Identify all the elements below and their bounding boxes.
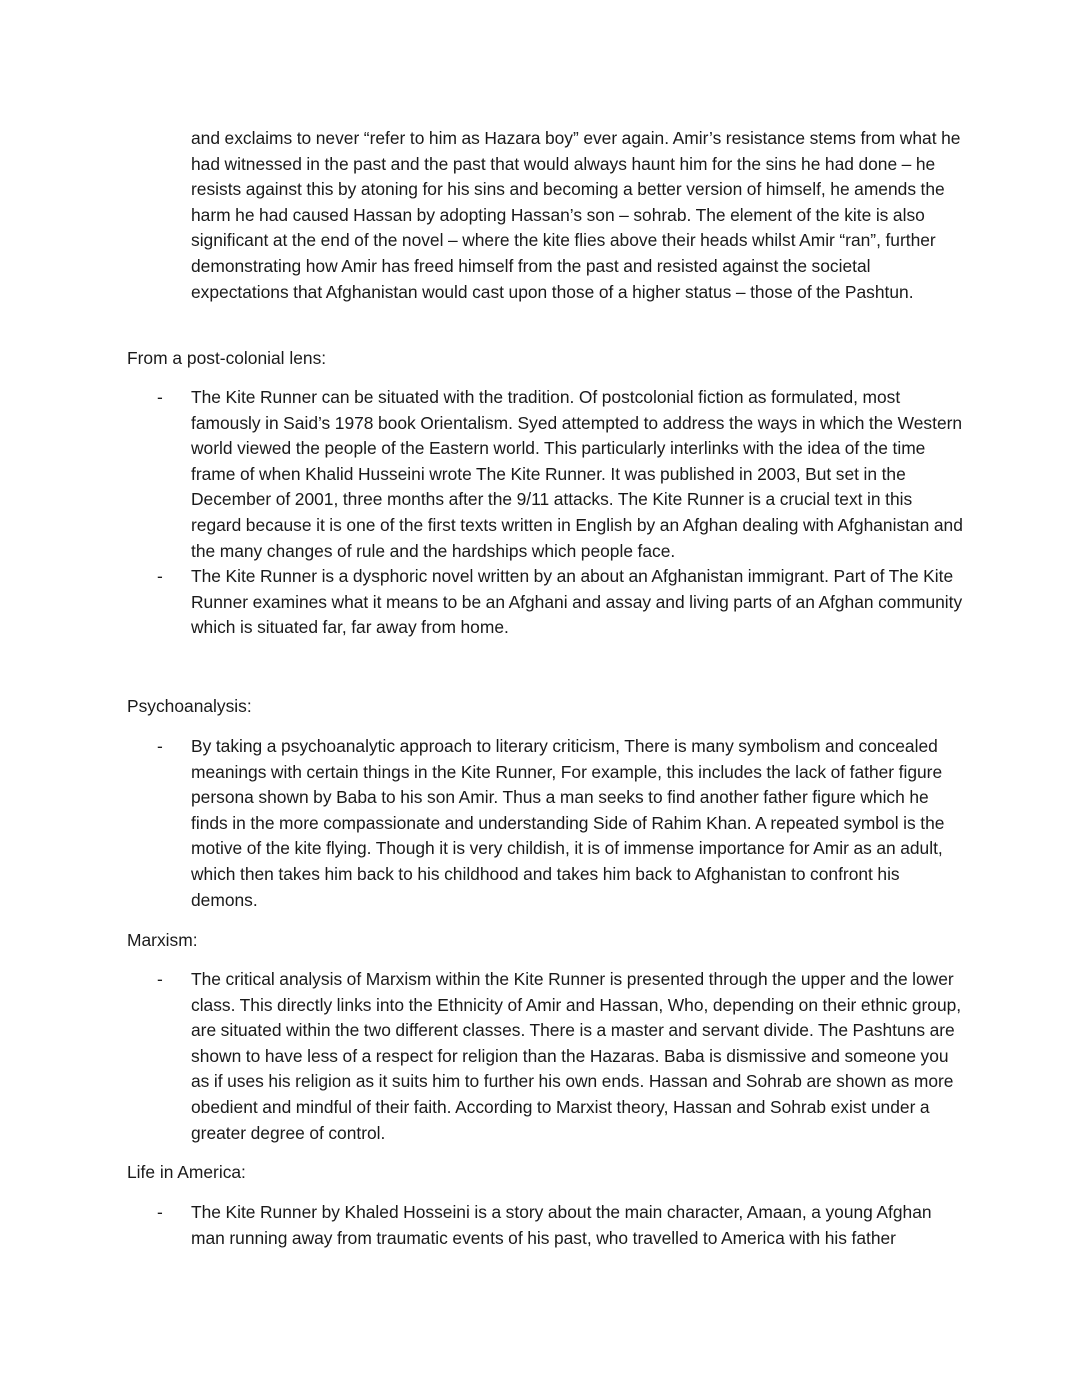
post-colonial-paragraph-2: The Kite Runner is a dysphoric novel written by an about an Afghanistan immigrant. Part of The Kite Runner examines what it means to be an Afghani and assay and living parts of an Afghan community which is situated far, far away from home. (191, 566, 963, 638)
bullet-marker: - (157, 969, 163, 989)
heading-psychoanalysis: Psychoanalysis: (127, 696, 252, 716)
heading-marxism: Marxism: (127, 930, 198, 950)
psychoanalysis-paragraph: By taking a psychoanalytic approach to literary criticism, There is many symbolism and concealed meanings with certain things in the Kite Runner, For example, this includes the lack of father figure persona shown by Baba to his son Amir. Thus a man seeks to find another father figure which he finds in the more compassionate and understanding Side of Rahim Khan. A repeated symbol is the motive of the kite flying. Though it is very childish, it is of immense importance for Amir as an adult, which then takes him back to his childhood and takes him back to Afghanistan to confront his demons. (191, 736, 945, 910)
bullet-marker: - (157, 1202, 163, 1222)
continuation-paragraph: and exclaims to never “refer to him as Hazara boy” ever again. Amir’s resistance stems from what he had witnessed in the past and the past that would always haunt him for the sins he had done – he resists against this by atoning for his sins and becoming a better version of himself, he amends the harm he had caused Hassan by adopting Hassan’s son – sohrab. The element of the kite is also significant at the end of the novel – where the kite flies above their heads whilst Amir “ran”, further demonstrating how Amir has freed himself from the past and resisted against the societal expectations that Afghanistan would cast upon those of a higher status – those of the Pashtun. (191, 128, 961, 302)
heading-life-in-america: Life in America: (127, 1162, 246, 1182)
life-in-america-paragraph: The Kite Runner by Khaled Hosseini is a story about the main character, Amaan, a young Afghan man running away from traumatic events of his past, who travelled to America with his father (191, 1202, 932, 1248)
marxism-paragraph: The critical analysis of Marxism within the Kite Runner is presented through the upper and the lower class. This directly links into the Ethnicity of Amir and Hassan, Who, depending on their ethnic group, are situated within the two different classes. There is a master and servant divide. The Pashtuns are shown to have less of a respect for religion than the Hazaras. Baba is dismissive and someone you as if uses his religion as it suits him to further his own ends. Hassan and Sohrab are shown as more obedient and mindful of their faith. According to Marxist theory, Hassan and Sohrab exist under a greater degree of control. (191, 969, 962, 1143)
bullet-marker: - (157, 566, 163, 586)
post-colonial-paragraph-1: The Kite Runner can be situated with the tradition. Of postcolonial fiction as formulated, most famously in Said’s 1978 book Orientalism. Syed attempted to address the ways in which the Western world viewed the people of the Eastern world. This particularly interlinks with the idea of the time frame of when Khalid Husseini wrote The Kite Runner. It was published in 2003, But set in the December of 2001, three months after the 9/11 attacks. The Kite Runner is a crucial text in this regard because it is one of the first texts written in English by an Afghan dealing with Afghanistan and the many changes of rule and the hardships which people face. (191, 387, 963, 561)
bullet-marker: - (157, 387, 163, 407)
heading-post-colonial: From a post-colonial lens: (127, 348, 327, 368)
bullet-marker: - (157, 736, 163, 756)
